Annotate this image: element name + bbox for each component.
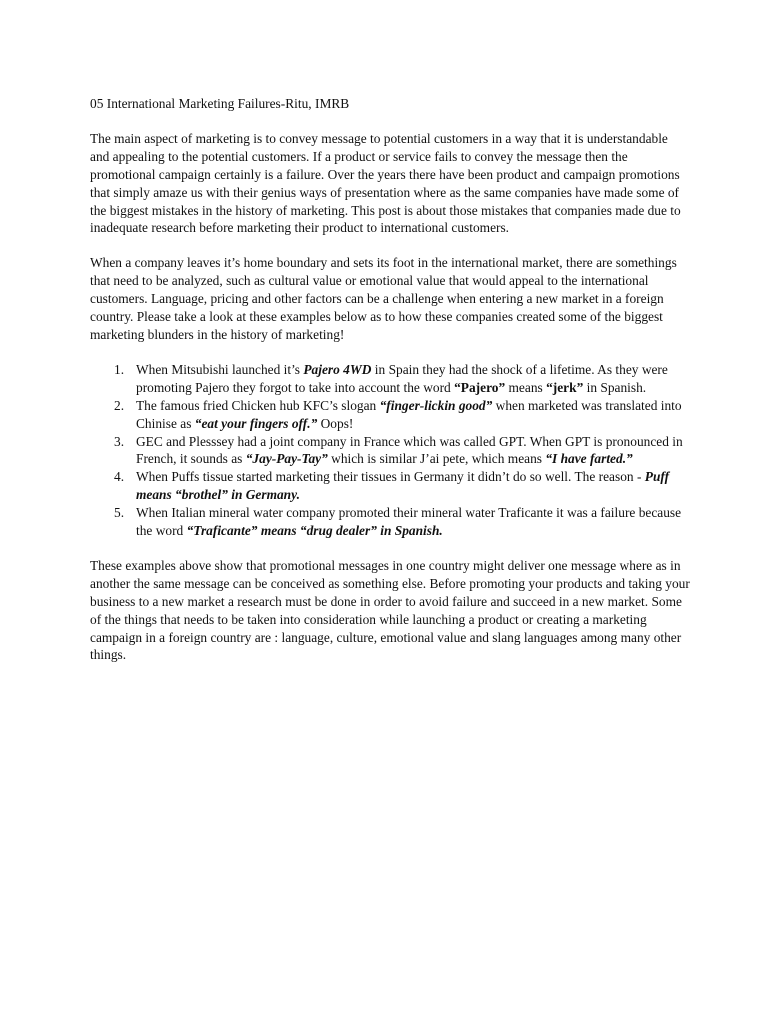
emphasis-text: “Jay-Pay-Tay” (245, 451, 328, 467)
emphasis-text: “finger-lickin good” (379, 397, 493, 413)
item-text: The famous fried Chicken hub KFC’s slogan (136, 397, 380, 413)
emphasis-text: “eat your fingers off.” (194, 415, 318, 431)
list-number: 5. (114, 505, 125, 521)
emphasis-text: “Traficante” means “drug dealer” in Spanish. (186, 523, 443, 539)
list-item-traficante (90, 504, 690, 540)
document-title: 05 International Marketing Failures-Ritu, IMRB (90, 96, 350, 111)
item-text: When Italian mineral water company promoted their mineral water Traficante it was a failure because the word (136, 505, 682, 539)
list-item-kfc (90, 397, 690, 433)
item-text: GEC and Plesssey had a joint company in France which was called GPT. When GPT is pronounced in French, it sounds as (136, 433, 683, 467)
list-number: 1. (114, 361, 125, 377)
emphasis-text: Puff means “brothel” in Germany. (136, 469, 670, 503)
item-text: means (505, 379, 547, 395)
emphasis-text: “Pajero” (454, 379, 506, 395)
item-text: in Spanish. (583, 379, 647, 395)
emphasis-text: “jerk” (546, 379, 584, 395)
list-number: 2. (114, 397, 125, 413)
context-paragraph: When a company leaves it’s home boundary and sets its foot in the international market, there are somethings that need to be analyzed, such as cultural value or emotional value that would appeal to the international customers. Language, pricing and other factors can be a challenge when entering a new market in a foreign country. Please take a look at these examples below as to how these companies created some of the biggest marketing blunders in the history of marketing! (90, 255, 677, 342)
failure-examples-list (90, 361, 690, 540)
emphasis-text: Pajero 4WD (303, 361, 372, 377)
item-text: When Mitsubishi launched it’s (136, 361, 304, 377)
item-text: Oops! (317, 415, 354, 431)
document-page (90, 95, 690, 681)
item-text: which is similar J’ai pete, which means (327, 451, 546, 467)
item-text: in Spain they had the shock of a lifetime. As they were promoting Pajero they forgot to take into account the word (136, 361, 668, 395)
item-text: when marketed was translated into Chinise as (136, 397, 682, 431)
list-item-mitsubishi (90, 361, 690, 397)
item-text: When Puffs tissue started marketing their tissues in Germany it didn’t do so well. The reason - (136, 469, 645, 485)
list-number: 4. (114, 469, 125, 485)
emphasis-text: “I have farted.” (545, 451, 633, 467)
list-item-puffs (90, 468, 690, 504)
closing-paragraph: These examples above show that promotional messages in one country might deliver one message where as in another the same message can be conceived as something else. Before promoting your products and taking your business to a new market a research must be done in order to avoid failure and succeed in a new market. Some of the things that needs to be taken into consideration while launching a product or creating a marketing campaign in a foreign country are : language, culture, emotional value and slang languages among many other things. (90, 557, 690, 663)
list-item-gpt (90, 433, 690, 469)
intro-paragraph: The main aspect of marketing is to convey message to potential customers in a way that it is understandable and appealing to the potential customers. If a product or service fails to convey the message then the promotional campaign certainly is a failure. Over the years there have been product and campaign promotions that simply amaze us with their genius ways of presentation where as the same companies have made some of the biggest mistakes in the history of marketing. This post is about those mistakes that companies made due to inadequate research before marketing their product to international customers. (90, 130, 681, 236)
list-number: 3. (114, 433, 125, 449)
